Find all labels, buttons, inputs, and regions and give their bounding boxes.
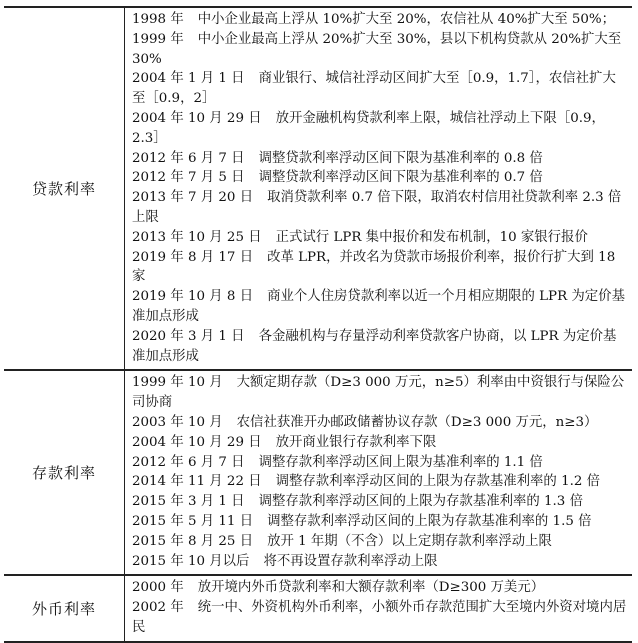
interest-rate-reform-table	[4, 6, 632, 643]
item-date: 2020 年 3 月 1 日	[132, 328, 245, 344]
group-row-loan-rate	[4, 7, 632, 370]
item-date: 2012 年 6 月 7 日	[132, 454, 245, 470]
category-cell: 外币利率	[4, 575, 125, 641]
item-text: 大额定期存款（D≥3 000 万元，n≥5）利率由中资银行与保险公司协商	[132, 375, 625, 411]
item-text: 调整存款利率浮动区间上限为基准利率的 1.1 倍	[258, 454, 543, 470]
item-text: 各金融机构与存量浮动利率贷款客户协商，以 LPR 为定价基准加点形成	[132, 328, 617, 364]
reform-item	[132, 10, 628, 30]
item-date: 1999 年 10 月	[132, 375, 223, 391]
reform-item	[132, 552, 628, 572]
reform-item	[132, 109, 628, 149]
group-row-foreign-currency-rate	[4, 575, 632, 641]
category-cell: 存款利率	[4, 370, 125, 575]
item-text: 将不再设置存款利率浮动上限	[263, 553, 438, 569]
reform-item	[132, 472, 628, 492]
reform-item	[132, 168, 628, 188]
item-date: 2015 年 10 月以后	[132, 553, 250, 569]
item-date: 2003 年 10 月	[132, 414, 223, 430]
reform-item	[132, 433, 628, 453]
item-text: 调整存款利率浮动区间的上限为存款基准利率的 1.5 倍	[267, 513, 592, 529]
item-text: 农信社获准开办邮政储蓄协议存款（D≥3 000 万元，n≥3）	[236, 414, 598, 430]
item-date: 2013 年 7 月 20 日	[132, 190, 254, 206]
item-text: 商业个人住房贷款利率以近一个月相应期限的 LPR 为定价基准加点形成	[132, 289, 625, 324]
item-date: 2015 年 8 月 25 日	[132, 533, 254, 549]
item-text: 统一中、外资机构外币利率，小额外币存款范围扩大至境内外资对境内居民	[132, 600, 627, 635]
item-text: 取消贷款利率 0.7 倍下限，取消农村信用社贷款利率 2.3 倍上限	[132, 190, 622, 225]
reform-item	[132, 248, 628, 288]
item-date: 2015 年 5 月 11 日	[132, 513, 254, 529]
item-text: 中小企业最高上浮从 20%扩大至 30%，县以下机构贷款从 20%扩大至 30%	[132, 31, 622, 67]
item-date: 2013 年 10 月 25 日	[132, 229, 262, 245]
item-date: 1999 年	[132, 31, 184, 47]
reform-item	[132, 188, 628, 228]
reform-item	[132, 373, 628, 413]
item-text: 中小企业最高上浮从 10%扩大至 20%，农信社从 40%扩大至 50%；	[197, 12, 616, 27]
reform-item	[132, 30, 628, 70]
reform-item	[132, 512, 628, 532]
item-date: 2002 年	[132, 600, 184, 616]
reform-item	[132, 413, 628, 433]
item-date: 2014 年 11 月 22 日	[132, 474, 262, 490]
reform-item	[132, 598, 628, 638]
reform-item	[132, 532, 628, 552]
item-date: 2004 年 1 月 1 日	[132, 71, 245, 87]
reform-item	[132, 149, 628, 169]
item-text: 调整贷款利率浮动区间下限为基准利率的 0.7 倍	[258, 170, 543, 186]
reform-item	[132, 69, 628, 109]
reform-item	[132, 578, 628, 598]
reform-item	[132, 453, 628, 473]
item-date: 1998 年	[132, 12, 184, 27]
item-date: 2019 年 10 月 8 日	[132, 289, 254, 305]
item-date: 2004 年 10 月 29 日	[132, 434, 262, 450]
items-cell	[125, 575, 633, 641]
items-cell	[125, 370, 633, 575]
item-text: 调整贷款利率浮动区间下限为基准利率的 0.8 倍	[258, 150, 543, 166]
items-cell	[125, 7, 633, 370]
group-row-deposit-rate	[4, 370, 632, 575]
item-text: 放开境内外币贷款利率和大额存款利率（D≥300 万美元）	[197, 580, 545, 596]
item-text: 商业银行、城信社浮动区间扩大至［0.9，1.7］，农信社扩大至［0.9，2］	[132, 71, 616, 107]
item-text: 调整存款利率浮动区间的上限为存款基准利率的 1.3 倍	[258, 494, 583, 510]
reform-item	[132, 228, 628, 248]
item-date: 2012 年 6 月 7 日	[132, 150, 245, 166]
item-text: 正式试行 LPR 集中报价和发布机制，10 家银行报价	[275, 229, 588, 245]
item-text: 改革 LPR，并改名为贷款市场报价利率，报价行扩大到 18 家	[132, 249, 616, 285]
reform-item	[132, 327, 628, 367]
item-date: 2015 年 3 月 1 日	[132, 494, 245, 510]
item-date: 2000 年	[132, 580, 184, 596]
item-date: 2012 年 7 月 5 日	[132, 170, 245, 186]
reform-item	[132, 492, 628, 512]
item-text: 调整存款利率浮动区间的上限为存款基准利率的 1.2 倍	[275, 474, 601, 490]
item-text: 放开金融机构贷款利率上限，城信社浮动上下限［0.9，2.3］	[132, 110, 605, 146]
item-text: 放开 1 年期（不含）以上定期存款利率浮动上限	[267, 533, 552, 549]
item-text: 放开商业银行存款利率下限	[275, 434, 437, 450]
item-date: 2019 年 8 月 17 日	[132, 249, 254, 265]
category-cell: 贷款利率	[4, 7, 125, 370]
reform-item	[132, 287, 628, 327]
item-date: 2004 年 10 月 29 日	[132, 110, 262, 126]
